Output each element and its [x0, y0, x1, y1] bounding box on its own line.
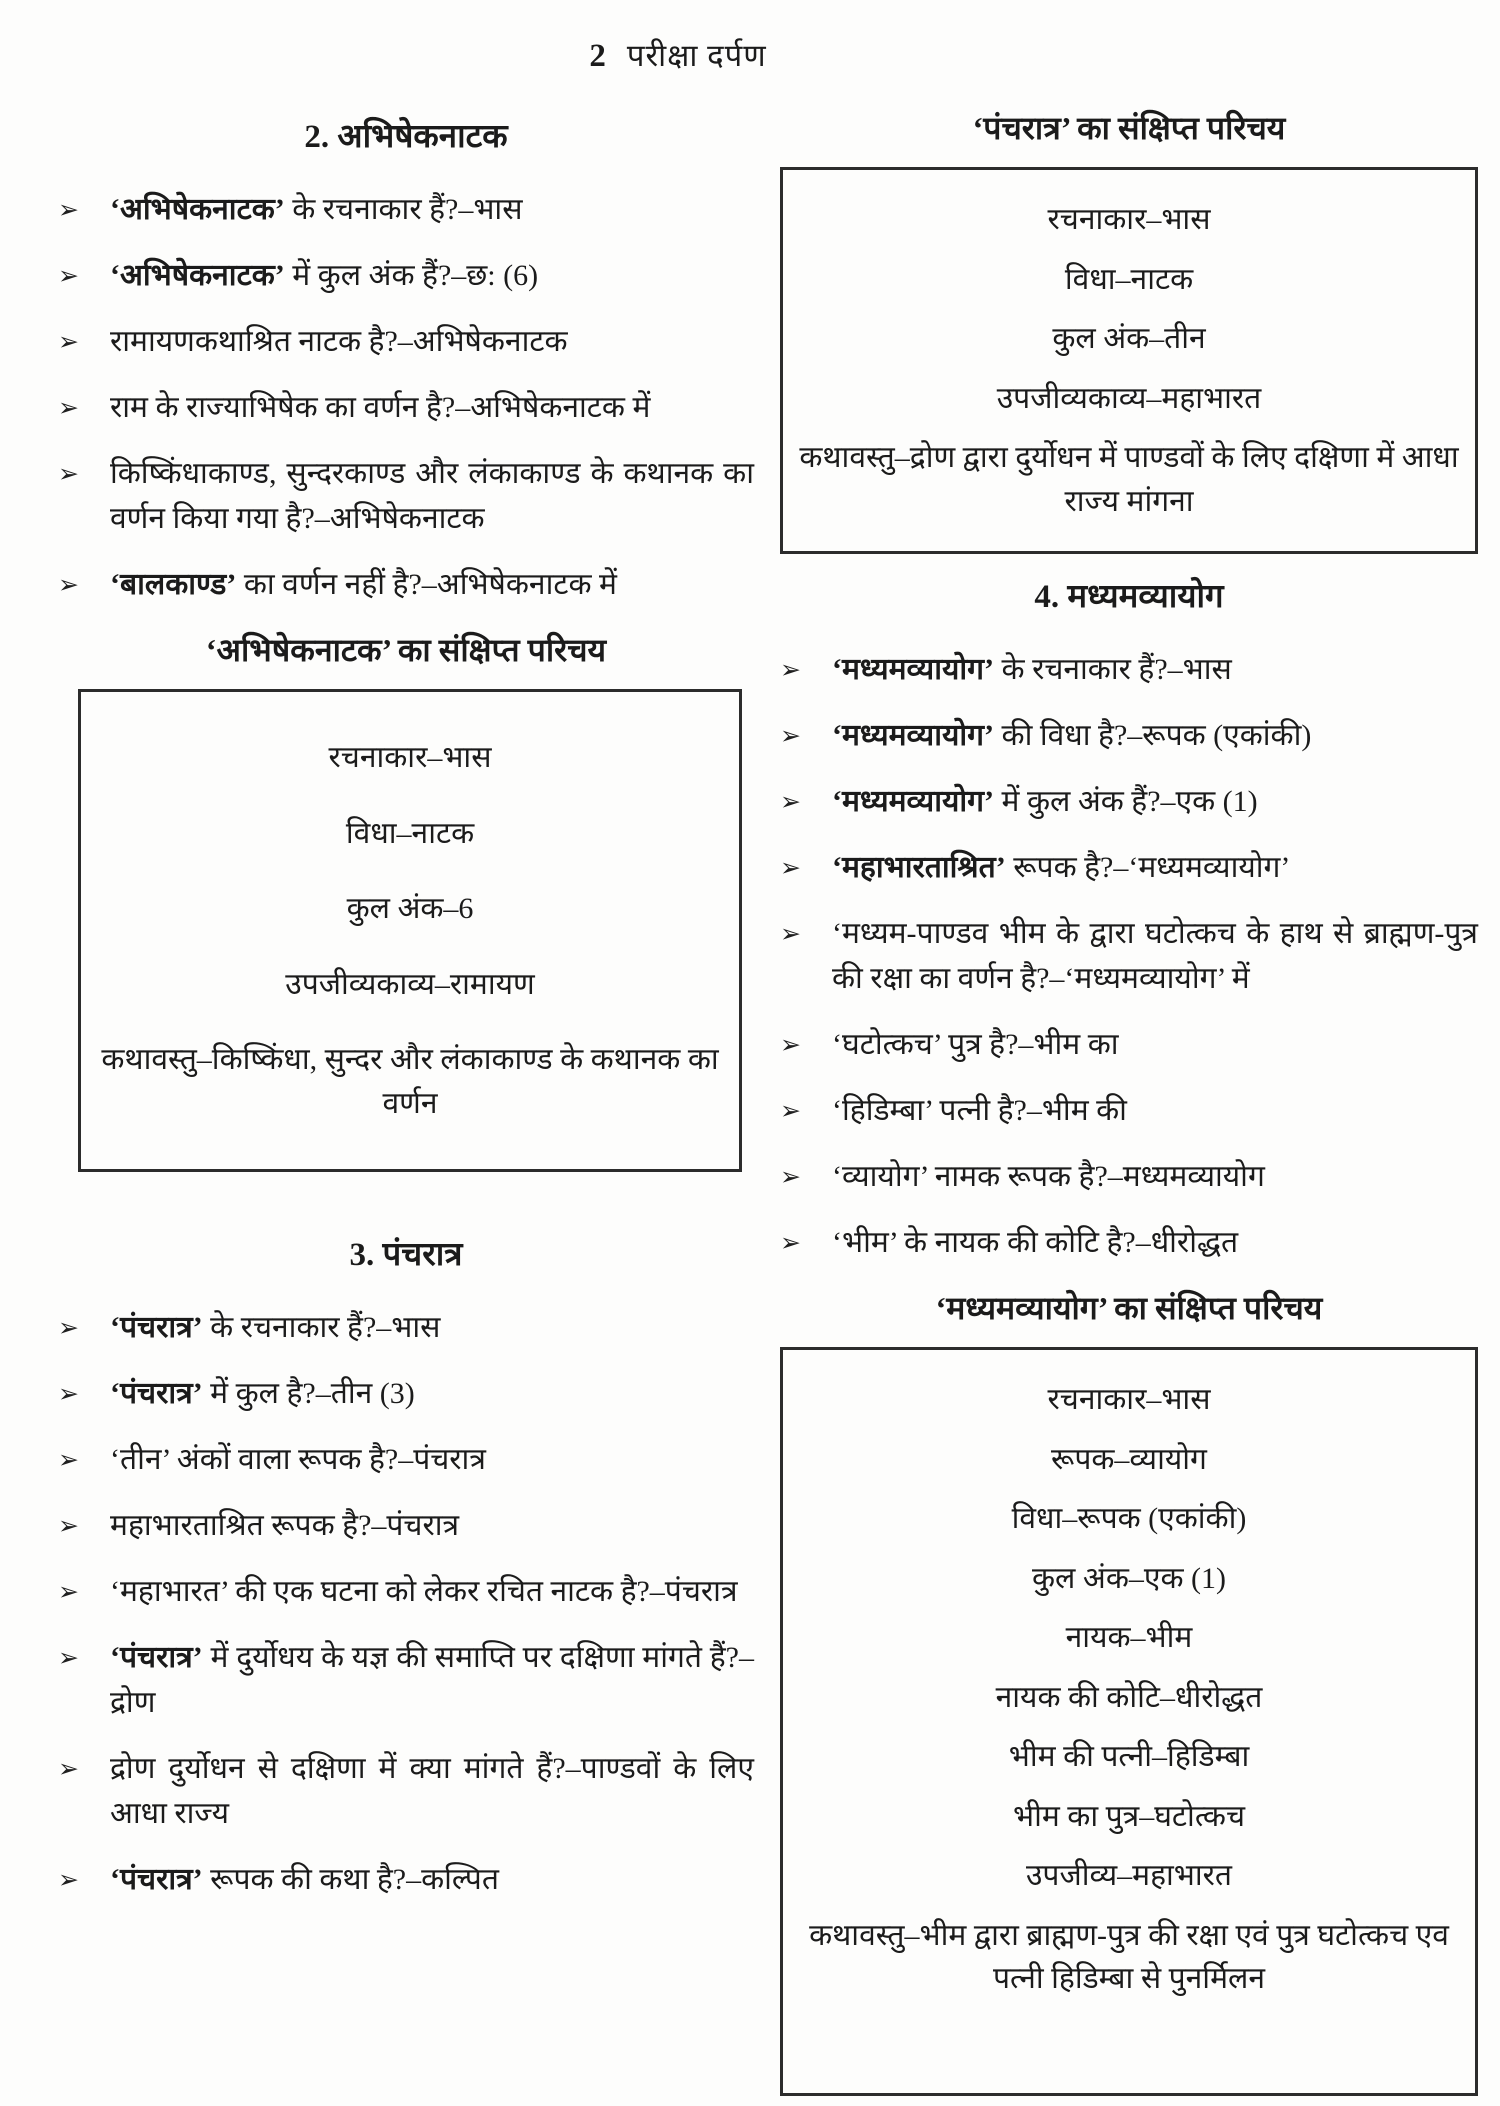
qa-text: रूपक की कथा है?–कल्पित [202, 1863, 499, 1896]
arrowhead-bullet-icon: ➢ [780, 1030, 801, 1059]
arrowhead-bullet-icon: ➢ [780, 1228, 801, 1257]
qa-bullet [780, 647, 1478, 692]
arrowhead-bullet-icon: ➢ [58, 261, 79, 290]
section-heading-abhishek-natak: 2. अभिषेकनाटक [304, 119, 508, 155]
left-column [58, 106, 754, 1923]
qa-bullet [58, 1569, 754, 1614]
qa-term: ‘पंचरात्र’ [110, 1377, 203, 1410]
qa-term: ‘मध्यमव्यायोग’ [832, 719, 995, 752]
qa-bullet [58, 187, 754, 232]
qa-text: की विधा है?–रूपक (एकांकी) [994, 719, 1312, 752]
info-line: भीम की पत्नी–हिडिम्बा [1008, 1740, 1250, 1773]
info-line: रचनाकार–भास [1047, 203, 1211, 236]
info-line: नायक–भीम [1065, 1621, 1193, 1654]
qa-bullet [780, 713, 1478, 758]
qa-text: ‘व्यायोग’ नामक रूपक है?–मध्यमव्यायोग [832, 1160, 1265, 1193]
arrowhead-bullet-icon: ➢ [780, 919, 801, 948]
arrowhead-bullet-icon: ➢ [780, 1162, 801, 1191]
info-line: विधा–नाटक [345, 816, 475, 850]
qa-bullet [58, 385, 754, 430]
qa-bullet [58, 1503, 754, 1548]
qa-term: ‘मध्यमव्यायोग’ [832, 653, 995, 686]
arrowhead-bullet-icon: ➢ [780, 655, 801, 684]
arrowhead-bullet-icon: ➢ [58, 393, 79, 422]
qa-term: ‘पंचरात्र’ [110, 1311, 203, 1344]
qa-text: राम के राज्याभिषेक का वर्णन है?–अभिषेकनाटक में [110, 391, 651, 424]
two-column-layout [58, 106, 1478, 2106]
qa-bullet [58, 319, 754, 364]
arrowhead-bullet-icon: ➢ [58, 459, 79, 488]
qa-bullet [58, 1371, 754, 1416]
arrowhead-bullet-icon: ➢ [780, 787, 801, 816]
info-line: उपजीव्यकाव्य–रामायण [285, 967, 535, 1001]
info-line: उपजीव्य–महाभारत [1025, 1859, 1233, 1892]
page-header [58, 34, 1298, 76]
qa-text: में दुर्योधय के यज्ञ की समाप्ति पर दक्षिणा मांगते हैं?–द्रोण [110, 1641, 754, 1719]
arrowhead-bullet-icon: ➢ [58, 327, 79, 356]
arrowhead-bullet-icon: ➢ [780, 853, 801, 882]
arrowhead-bullet-icon: ➢ [58, 1865, 79, 1894]
info-line: रचनाकार–भास [328, 741, 492, 774]
arrowhead-bullet-icon: ➢ [58, 570, 79, 599]
page-number: 2 [589, 38, 607, 74]
info-line: रचनाकार–भास [1047, 1383, 1211, 1416]
qa-text: में कुल है?–तीन (3) [202, 1377, 415, 1410]
qa-bullet [58, 1635, 754, 1725]
qa-text: रूपक है?–‘मध्यमव्यायोग’ [1005, 851, 1291, 884]
qa-text: महाभारताश्रित रूपक है?–पंचरात्र [110, 1509, 460, 1542]
qa-bullet [780, 1088, 1478, 1133]
arrowhead-bullet-icon: ➢ [780, 721, 801, 750]
qa-text: ‘घटोत्कच’ पुत्र है?–भीम का [832, 1028, 1119, 1061]
qa-bullet [58, 562, 754, 607]
qa-bullet [58, 1305, 754, 1350]
qa-bullet [780, 779, 1478, 824]
arrowhead-bullet-icon: ➢ [58, 1445, 79, 1474]
arrowhead-bullet-icon: ➢ [58, 1511, 79, 1540]
box-heading-pancharatra-intro: ‘पंचरात्र’ का संक्षिप्त परिचय [972, 110, 1286, 146]
info-line: कथावस्तु–किष्किंधा, सुन्दर और लंकाकाण्ड के कथानक का वर्णन [101, 1043, 719, 1120]
info-box-abhishek-natak [78, 689, 742, 1172]
qa-bullet [780, 1022, 1478, 1067]
arrowhead-bullet-icon: ➢ [58, 1754, 79, 1783]
box-heading-abhishek-intro: ‘अभिषेकनाटक’ का संक्षिप्त परिचय [205, 632, 607, 668]
qa-term: ‘मध्यमव्यायोग’ [832, 785, 995, 818]
qa-text: में कुल अंक हैं?–एक (1) [994, 785, 1258, 818]
qa-bullet [780, 1154, 1478, 1199]
qa-term: ‘महाभारताश्रित’ [832, 851, 1006, 884]
info-line: भीम का पुत्र–घटोत्कच [1012, 1799, 1246, 1833]
qa-text: ‘महाभारत’ की एक घटना को लेकर रचित नाटक है?–पंचरात्र [110, 1575, 738, 1608]
qa-bullet [58, 1857, 754, 1902]
arrowhead-bullet-icon: ➢ [58, 1379, 79, 1408]
arrowhead-bullet-icon: ➢ [58, 195, 79, 224]
info-line: नायक की कोटि–धीरोद्धत [995, 1680, 1263, 1714]
arrowhead-bullet-icon: ➢ [780, 1096, 801, 1125]
arrowhead-bullet-icon: ➢ [58, 1313, 79, 1342]
qa-text: ‘तीन’ अंकों वाला रूपक है?–पंचरात्र [110, 1443, 486, 1476]
qa-text: ‘मध्यम-पाण्डव भीम के द्वारा घटोत्कच के हाथ से ब्राह्मण-पुत्र की रक्षा का वर्णन है?–‘मध्यमव्यायोग’ में [832, 917, 1478, 995]
info-line: कुल अंक–6 [346, 892, 474, 925]
info-line: उपजीव्यकाव्य–महाभारत [996, 381, 1262, 415]
qa-bullet [58, 253, 754, 298]
info-line: विधा–नाटक [1064, 262, 1194, 296]
qa-bullet [780, 1220, 1478, 1265]
qa-term: ‘अभिषेकनाटक’ [110, 259, 285, 292]
info-line: कुल अंक–एक (1) [1032, 1561, 1226, 1595]
qa-term: ‘पंचरात्र’ [110, 1863, 203, 1896]
qa-text: में कुल अंक हैं?–छ: (6) [284, 259, 539, 292]
qa-text: किष्किंधाकाण्ड, सुन्दरकाण्ड और लंकाकाण्ड के कथानक का वर्णन किया गया है?–अभिषेकनाटक [110, 457, 754, 535]
qa-term: ‘अभिषेकनाटक’ [110, 193, 285, 226]
qa-term: ‘बालकाण्ड’ [110, 568, 237, 601]
info-line: कुल अंक–तीन [1052, 322, 1206, 355]
info-line: विधा–रूपक (एकांकी) [1011, 1502, 1247, 1535]
qa-bullet [780, 845, 1478, 890]
book-title: परीक्षा दर्पण [626, 38, 767, 73]
arrowhead-bullet-icon: ➢ [58, 1577, 79, 1606]
qa-term: ‘पंचरात्र’ [110, 1641, 203, 1674]
qa-text: के रचनाकार हैं?–भास [284, 193, 523, 226]
info-box-madhyamvyayog [780, 1347, 1478, 2096]
section-heading-pancharatra: 3. पंचरात्र [349, 1237, 463, 1273]
qa-text: के रचनाकार हैं?–भास [202, 1311, 441, 1344]
info-line: कथावस्तु–भीम द्वारा ब्राह्मण-पुत्र की रक्षा एवं पुत्र घटोत्कच एव पत्नी हिडिम्बा से पुनर्मिलन [809, 1918, 1449, 1995]
qa-bullet [780, 911, 1478, 1001]
qa-text: ‘हिडिम्बा’ पत्नी है?–भीम की [832, 1094, 1127, 1127]
section-heading-madhyamvyayog: 4. मध्यमव्यायोग [1034, 579, 1224, 615]
qa-text: द्रोण दुर्योधन से दक्षिणा में क्या मांगते हैं?–पाण्डवों के लिए आधा राज्य [110, 1752, 754, 1830]
qa-bullet [58, 451, 754, 541]
qa-text: रामायणकथाश्रित नाटक है?–अभिषेकनाटक [110, 325, 568, 358]
qa-bullet [58, 1746, 754, 1836]
info-line: रूपक–व्यायोग [1051, 1442, 1207, 1476]
qa-text: ‘भीम’ के नायक की कोटि है?–धीरोद्धत [832, 1226, 1239, 1259]
qa-text: के रचनाकार हैं?–भास [994, 653, 1232, 686]
right-column [780, 106, 1478, 2106]
info-box-pancharatra [780, 167, 1478, 554]
qa-text: का वर्णन नहीं है?–अभिषेकनाटक में [236, 568, 617, 601]
qa-bullet [58, 1437, 754, 1482]
arrowhead-bullet-icon: ➢ [58, 1643, 79, 1672]
box-heading-madhyamvyayog-intro: ‘मध्यमव्यायोग’ का संक्षिप्त परिचय [935, 1290, 1323, 1326]
info-line: कथावस्तु–द्रोण द्वारा दुर्योधन में पाण्डवों के लिए दक्षिणा में आधा राज्य मांगना [799, 441, 1459, 518]
